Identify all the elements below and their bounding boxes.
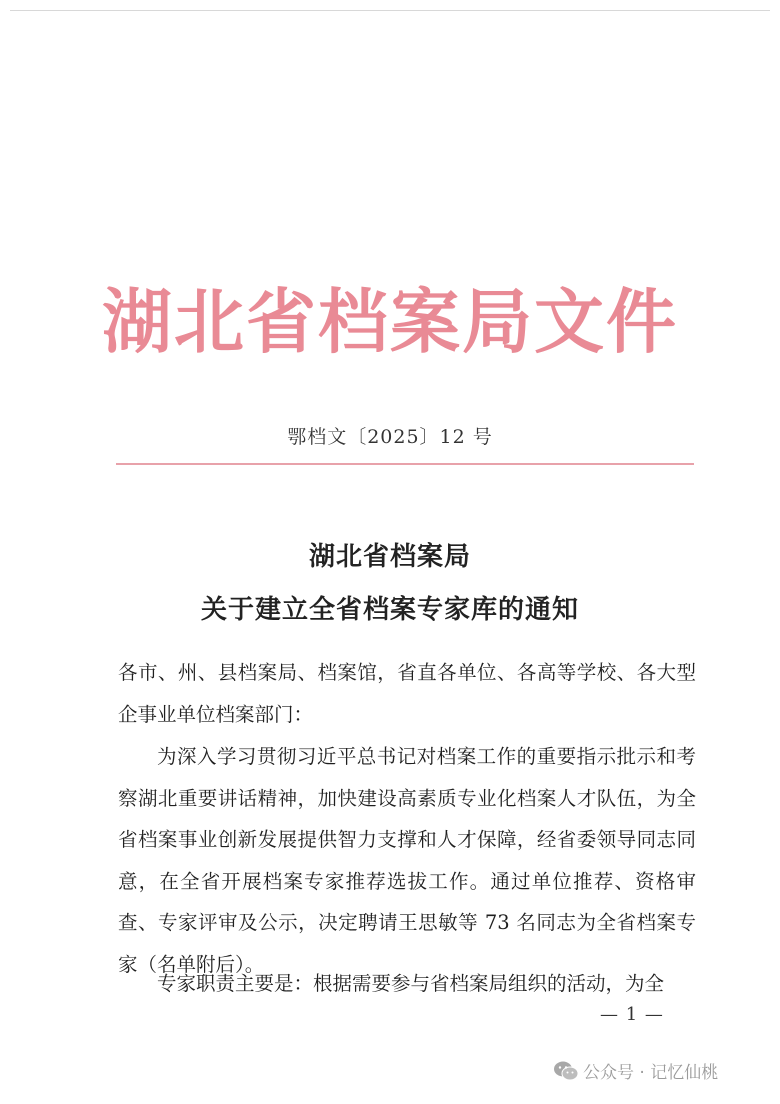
paragraph-1: 为深入学习贯彻习近平总书记对档案工作的重要指示批示和考察湖北重要讲话精神，加快建设高素质专业化档案人才队伍，为全省档案事业创新发展提供智力支撑和人才保障，经省委领导同志同意，在全省开展档案专家推荐选拔工作。通过单位推荐、资格审查、专家评审及公示，决定聘请王思敏等 73 名同志为全省档案专家（名单附后）。 [118, 745, 696, 976]
watermark [553, 1058, 718, 1083]
red-divider [116, 463, 694, 465]
title-line-1: 湖北省档案局 [308, 542, 471, 572]
paragraph-2: 专家职责主要是：根据需要参与省档案局组织的活动，为全 [157, 972, 665, 995]
title-line-2: 关于建立全省档案专家库的通知 [200, 595, 579, 625]
page-number: — 1 — [600, 1004, 664, 1025]
top-scan-border [10, 10, 770, 11]
document-header: 湖北省档案局文件 [102, 281, 678, 363]
watermark-text: 公众号 · 记忆仙桃 [583, 1063, 719, 1083]
wechat-icon [553, 1060, 579, 1082]
salutation: 各市、州、县档案局、档案馆，省直各单位、各高等学校、各大型企事业单位档案部门： [118, 661, 696, 726]
document-number: 鄂档文〔2025〕12 号 [287, 426, 493, 448]
